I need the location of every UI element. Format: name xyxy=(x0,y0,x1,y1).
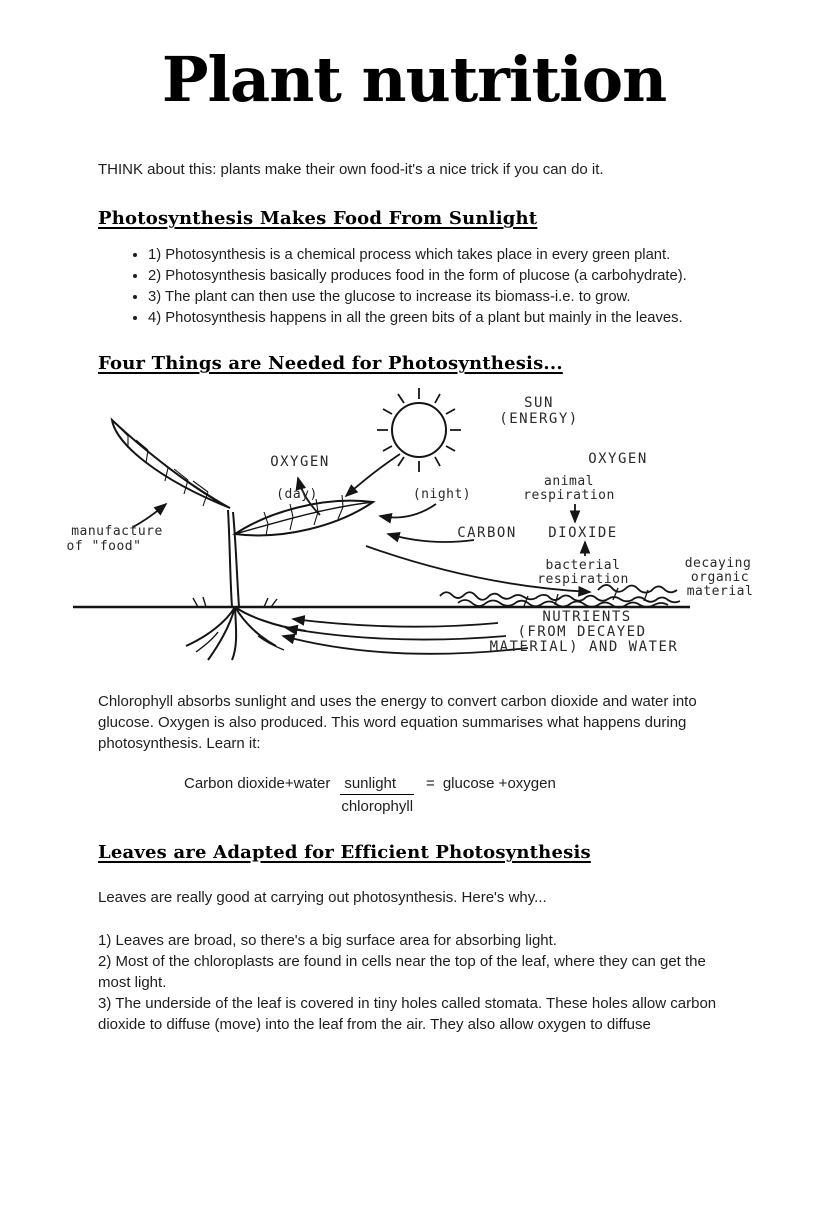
oxygen-right-label: OXYGEN xyxy=(588,451,648,468)
equation-condition xyxy=(340,774,414,816)
equation-equals-sign: = xyxy=(426,775,435,793)
page-title: Plant nutrition xyxy=(161,43,667,116)
manufacture-label-line1: manufacture xyxy=(71,524,163,540)
bullet-item-2: • 2) Photosynthesis basically produces food in the form of plucose (a carbohydrate). xyxy=(148,266,730,287)
manufacture-label-line2: of "food" xyxy=(66,539,142,555)
day-label: (day) xyxy=(276,487,318,503)
decaying-matter-drawing xyxy=(440,585,680,608)
diagram-svg xyxy=(58,384,770,669)
leaves-point-2: 2) Most of the chloroplasts are found in cells near the top of the leaf, where they can get the most light. xyxy=(98,953,706,992)
sunlight-to-leaf-arrow xyxy=(346,454,400,496)
grass-tufts xyxy=(193,597,277,607)
equation-condition-chlorophyll: chlorophyll xyxy=(341,798,414,816)
heading-four-things: Four Things are Needed for Photosynthesis... xyxy=(98,353,563,375)
decaying-label-line1: decaying xyxy=(684,556,752,572)
night-to-leaf-arrow xyxy=(380,504,436,518)
nutrients-label-line1: NUTRIENTS xyxy=(542,609,632,626)
photosynthesis-cycle-diagram xyxy=(58,384,770,669)
nutrients-label-line2: (FROM DECAYED xyxy=(517,624,647,641)
equation-right: glucose +oxygen xyxy=(442,775,556,793)
heading-leaves: Leaves are Adapted for Efficient Photosynthesis xyxy=(98,842,591,864)
oxygen-day-label: OXYGEN xyxy=(270,454,330,471)
intro-paragraph: THINK about this: plants make their own food-it's a nice trick if you can do it. xyxy=(98,161,604,179)
bullet-item-1: • 1) Photosynthesis is a chemical process which takes place in every green plant. xyxy=(148,245,730,266)
chlorophyll-paragraph: Chlorophyll absorbs sunlight and uses the energy to convert carbon dioxide and water into glucose. Oxygen is also produced. This word equation summarises what happens during photosynthesis. Learn it: xyxy=(98,693,697,753)
sun-drawing xyxy=(377,388,461,472)
dioxide-label: DIOXIDE xyxy=(548,525,618,542)
photosynthesis-bullet-list xyxy=(98,245,730,329)
nutrients-arrow-1 xyxy=(293,619,498,627)
decaying-label-line2: organic xyxy=(690,570,750,586)
equation-condition-sunlight: sunlight xyxy=(340,774,414,795)
leaves-point-3: 3) The underside of the leaf is covered in tiny holes called stomata. These holes allow carbon dioxide to diffuse (move) into the leaf from the air. They also allow oxygen to diffuse xyxy=(98,995,717,1034)
bacterial-respiration-label-line2: respiration xyxy=(537,572,629,588)
sun-label-line2: (ENERGY) xyxy=(499,411,579,428)
bullet-item-4: • 4) Photosynthesis happens in all the green bits of a plant but mainly in the leaves. xyxy=(148,308,730,329)
sun-label-line1: SUN xyxy=(524,395,554,412)
leaves-intro-paragraph: Leaves are really good at carrying out photosynthesis. Here's why... xyxy=(98,889,547,907)
leaves-point-1: 1) Leaves are broad, so there's a big surface area for absorbing light. xyxy=(98,932,557,950)
bacterial-respiration-label-line1: bacterial xyxy=(545,558,621,574)
carbon-label: CARBON xyxy=(457,525,517,542)
nutrients-label-line3: MATERIAL) AND WATER xyxy=(489,639,679,656)
leaves-points-list xyxy=(98,930,730,1035)
animal-respiration-label-line2: respiration xyxy=(523,488,615,504)
night-label: (night) xyxy=(412,487,472,503)
decaying-label-line3: material xyxy=(686,584,754,600)
document-page xyxy=(0,43,828,1215)
nutrients-arrow-2 xyxy=(286,628,506,640)
word-equation xyxy=(184,774,730,816)
equation-left: Carbon dioxide+water xyxy=(184,775,331,793)
heading-photosynthesis: Photosynthesis Makes Food From Sunlight xyxy=(98,208,538,230)
animal-respiration-label-line1: animal xyxy=(544,474,594,490)
bullet-item-3: • 3) The plant can then use the glucose to increase its biomass-i.e. to grow. xyxy=(148,287,730,308)
